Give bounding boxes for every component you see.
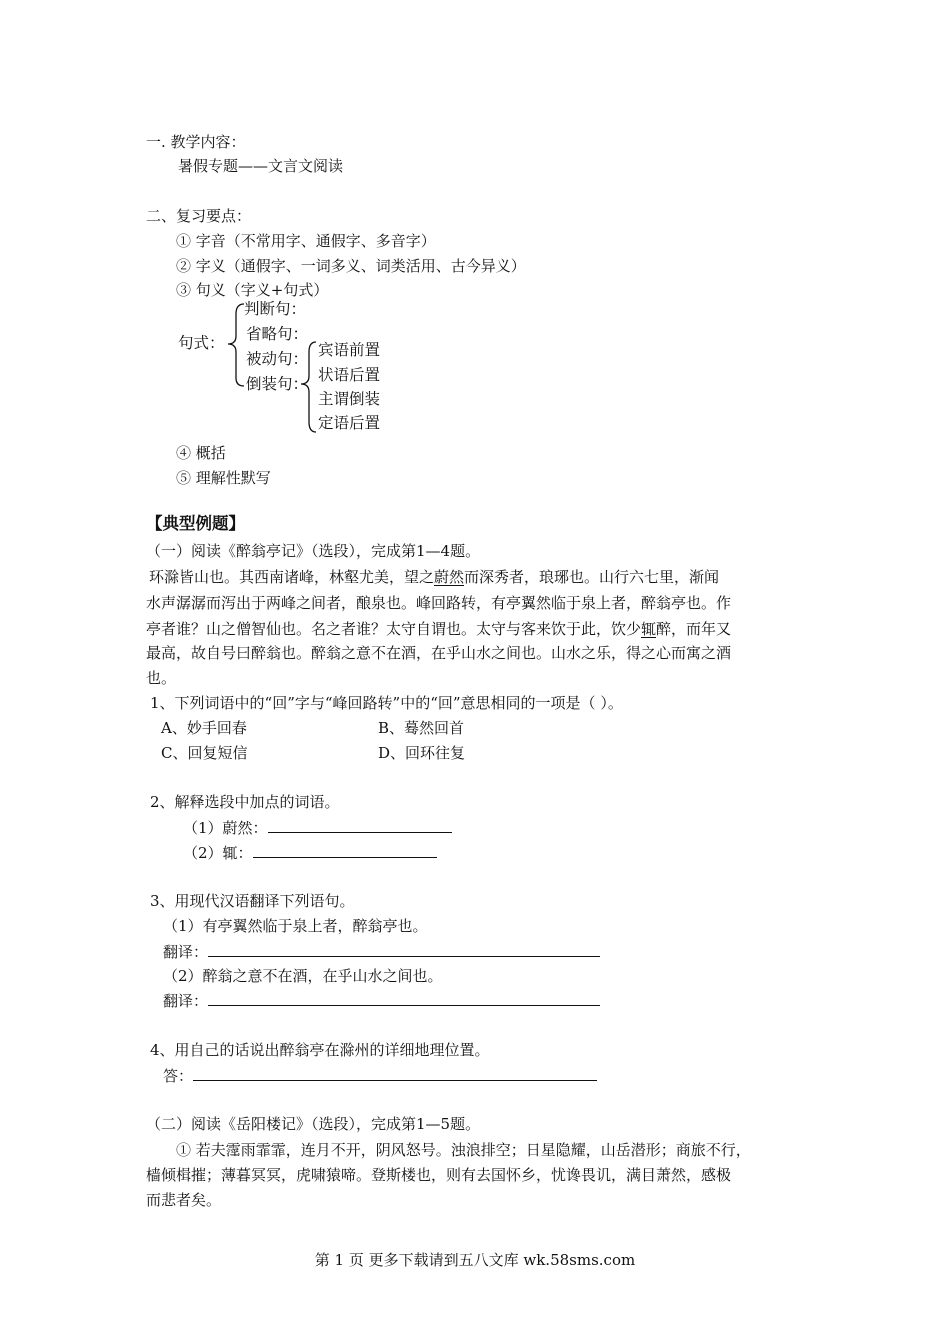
dotted-word: 辄 (641, 620, 657, 638)
part1-intro: （一）阅读《醉翁亭记》（选段），完成第1—4题。 (146, 542, 481, 560)
diagram-branch: 省略句： (246, 325, 309, 343)
translation-line: 翻译： (163, 941, 600, 962)
passage-line: 水声潺潺而泻出于两峰之间者，酿泉也。峰回路转，有亭翼然临于泉上者，醉翁亭也。作 (146, 594, 732, 612)
option-a: A、妙手回春 (161, 719, 247, 737)
question-2-item: （2）辄： (183, 842, 437, 863)
section2-heading: 二、复习要点： (146, 207, 252, 225)
answer-blank[interactable] (268, 817, 452, 833)
passage-line: ① 若夫霪雨霏霏，连月不开，阴风怒号。浊浪排空；日星隐耀，山岳潜形；商旅不行， (176, 1141, 751, 1159)
diagram-branch: 倒装句： (246, 375, 309, 393)
answer-blank[interactable] (193, 1065, 597, 1081)
question-1-stem: 1、下列词语中的“回”字与“峰回路转”中的“回”意思相同的一项是（ ）。 (150, 694, 623, 712)
passage-line: 而悲者矣。 (146, 1191, 222, 1209)
question-2-item: （1）蔚然： (183, 817, 452, 838)
review-point: ① 字音（不常用字、通假字、多音字） (176, 232, 436, 250)
brace-main (224, 300, 246, 390)
review-point: ② 字义（通假字、一词多义、词类活用、古今异义） (176, 257, 526, 275)
option-c: C、回复短信 (161, 744, 248, 762)
diagram-sub-branch: 状语后置 (318, 366, 381, 384)
passage-line: 环滁皆山也。其西南诸峰，林壑尤美，望之蔚然而深秀者，琅琊也。山行六七里，渐闻 (149, 568, 720, 586)
question-3-stem: 3、用现代汉语翻译下列语句。 (150, 892, 355, 910)
question-3-sentence: （2）醉翁之意不在酒，在乎山水之间也。 (163, 967, 443, 985)
question-3-sentence: （1）有亭翼然临于泉上者，醉翁亭也。 (163, 917, 428, 935)
passage-line: 樯倾楫摧；薄暮冥冥，虎啸猿啼。登斯楼也，则有去国怀乡，忧谗畏讥，满目萧然，感极 (146, 1166, 732, 1184)
question-4-stem: 4、用自己的话说出醉翁亭在滁州的详细地理位置。 (150, 1041, 490, 1059)
answer-blank[interactable] (253, 842, 437, 858)
diagram-branch: 判断句： (244, 300, 307, 318)
review-point: ③ 句义（字义+句式） (176, 281, 329, 299)
section1-heading: 一. 教学内容： (146, 133, 246, 151)
passage-line: 最高，故自号曰醉翁也。醉翁之意不在酒，在乎山水之间也。山水之乐，得之心而寓之酒 (146, 644, 732, 662)
diagram-root: 句式： (178, 334, 225, 352)
examples-title: 【典型例题】 (146, 514, 245, 533)
page-footer: 第 1 页 更多下载请到五八文库 wk.58sms.com (314, 1251, 636, 1269)
dotted-word: 蔚然 (434, 568, 465, 586)
diagram-sub-branch: 主谓倒装 (318, 390, 381, 408)
answer-blank[interactable] (208, 990, 600, 1006)
review-point: ⑤ 理解性默写 (176, 469, 271, 487)
part2-intro: （二）阅读《岳阳楼记》（选段），完成第1—5题。 (146, 1115, 481, 1133)
review-point: ④ 概括 (176, 444, 226, 462)
brace-inversion (298, 338, 318, 436)
answer-line: 答： (163, 1065, 597, 1086)
diagram-branch: 被动句： (246, 350, 309, 368)
passage-line: 也。 (146, 669, 177, 687)
answer-blank[interactable] (208, 941, 600, 957)
translation-line: 翻译： (163, 990, 600, 1011)
question-2-stem: 2、解释选段中加点的词语。 (150, 793, 340, 811)
option-b: B、蓦然回首 (378, 719, 465, 737)
section1-topic: 暑假专题——文言文阅读 (178, 157, 344, 175)
passage-line: 亭者谁？山之僧智仙也。名之者谁？太守自谓也。太守与客来饮于此，饮少辄醉，而年又 (146, 620, 732, 638)
diagram-sub-branch: 宾语前置 (318, 341, 381, 359)
option-d: D、回环往复 (378, 744, 466, 762)
diagram-sub-branch: 定语后置 (318, 414, 381, 432)
